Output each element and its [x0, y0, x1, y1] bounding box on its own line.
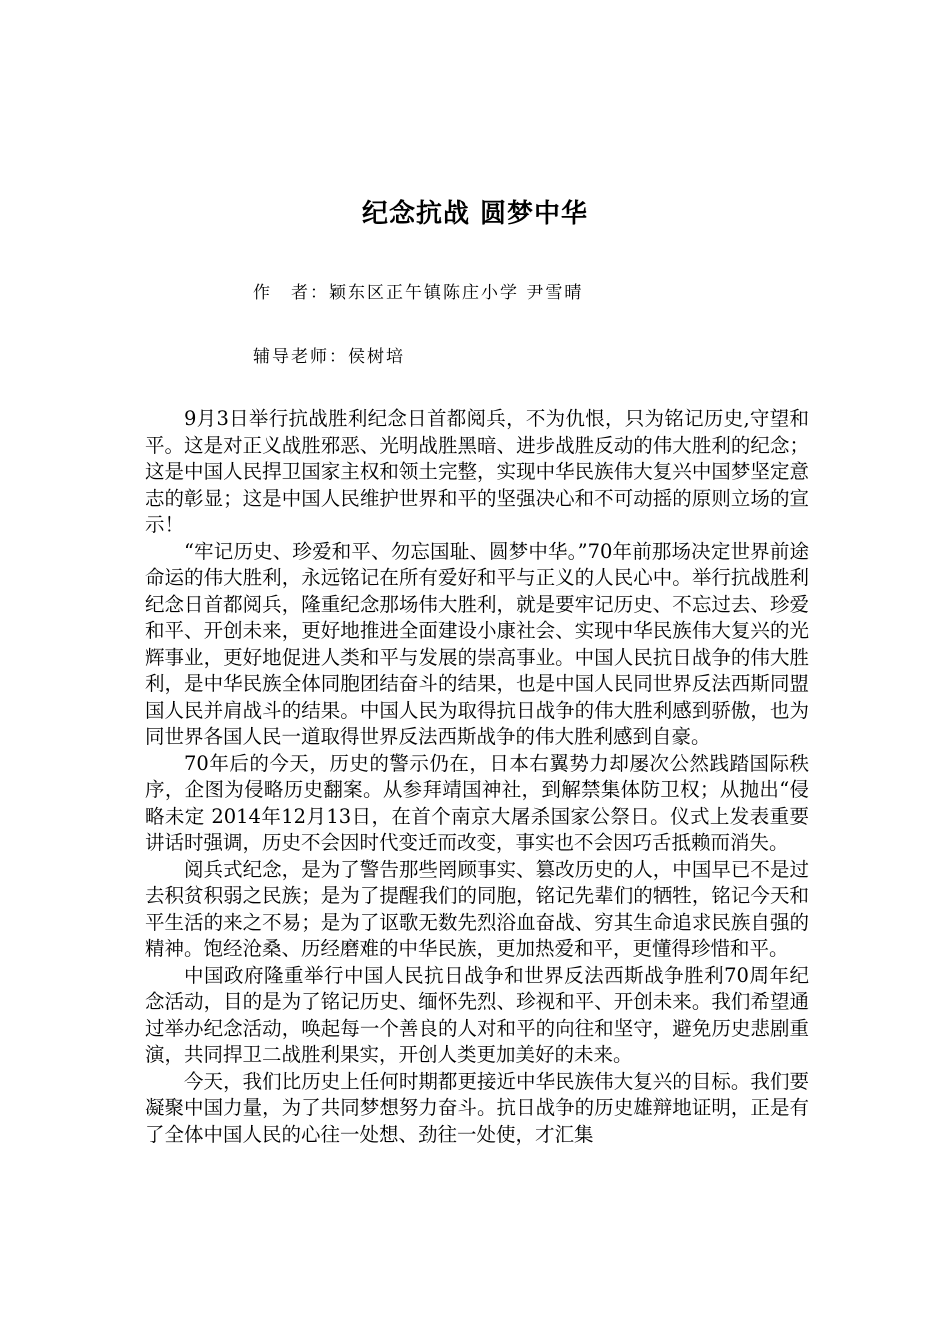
paragraph-1: 9月3日举行抗战胜利纪念日首都阅兵，不为仇恨，只为铭记历史,守望和平。这是对正义战胜邪恶、光明战胜黑暗、进步战胜反动的伟大胜利的纪念；这是中国人民捍卫国家主权和领土完整，实现中华民族伟大复兴中国梦坚定意志的彰显；这是中国人民维护世界和平的坚强决心和不可动摇的原则立场的宣示！ — [145, 407, 809, 536]
article-body — [145, 406, 809, 1148]
tutor-line: 辅导老师：侯树培 — [253, 347, 405, 367]
paragraph-4: 阅兵式纪念，是为了警告那些罔顾事实、篡改历史的人，中国早已不是过去积贫积弱之民族；是为了提醒我们的同胞，铭记先辈们的牺牲，铭记今天和平生活的来之不易；是为了讴歌无数先烈浴血奋战、穷其生命追求民族自强的精神。饱经沧桑、历经磨难的中华民族，更加热爱和平，更懂得珍惜和平。 — [145, 857, 809, 960]
paragraph-2: “牢记历史、珍爱和平、勿忘国耻、圆梦中华。”70年前那场决定世界前途命运的伟大胜利，永远铭记在所有爱好和平与正义的人民心中。举行抗战胜利纪念日首都阅兵，隆重纪念那场伟大胜利，就是要牢记历史、不忘过去、珍爱和平、开创未来，更好地推进全面建设小康社会、实现中华民族伟大复兴的光辉事业，更好地促进人类和平与发展的崇高事业。中国人民抗日战争的伟大胜利，是中华民族全体同胞团结奋斗的结果，也是中国人民同世界反法西斯同盟国人民并肩战斗的结果。中国人民为取得抗日战争的伟大胜利感到骄傲，也为同世界各国人民一道取得世界反法西斯战争的伟大胜利感到自豪。 — [145, 539, 809, 748]
author-line: 作 者：颖东区正午镇陈庄小学 尹雪晴 — [253, 283, 584, 303]
paragraph-3: 70年后的今天，历史的警示仍在，日本右翼势力却屡次公然践踏国际秩序，企图为侵略历史翻案。从参拜靖国神社，到解禁集体防卫权；从抛出“侵略未定 2014年12月13日，在首个南京大屠杀国家公祭日。仪式上发表重要讲话时强调，历史不会因时代变迁而改变，事实也不会因巧舌抵赖而消失。 — [145, 751, 809, 854]
paragraph-5: 中国政府隆重举行中国人民抗日战争和世界反法西斯战争胜利70周年纪念活动，目的是为了铭记历史、缅怀先烈、珍视和平、开创未来。我们希望通过举办纪念活动，唤起每一个善良的人对和平的向往和坚守，避免历史悲剧重演，共同捍卫二战胜利果实，开创人类更加美好的未来。 — [145, 963, 809, 1066]
document-title: 纪念抗战 圆梦中华 — [361, 199, 589, 229]
paragraph-6: 今天，我们比历史上任何时期都更接近中华民族伟大复兴的目标。我们要凝聚中国力量，为了共同梦想努力奋斗。抗日战争的历史雄辩地证明，正是有了全体中国人民的心往一处想、劲往一处使，才汇集 — [145, 1069, 809, 1146]
